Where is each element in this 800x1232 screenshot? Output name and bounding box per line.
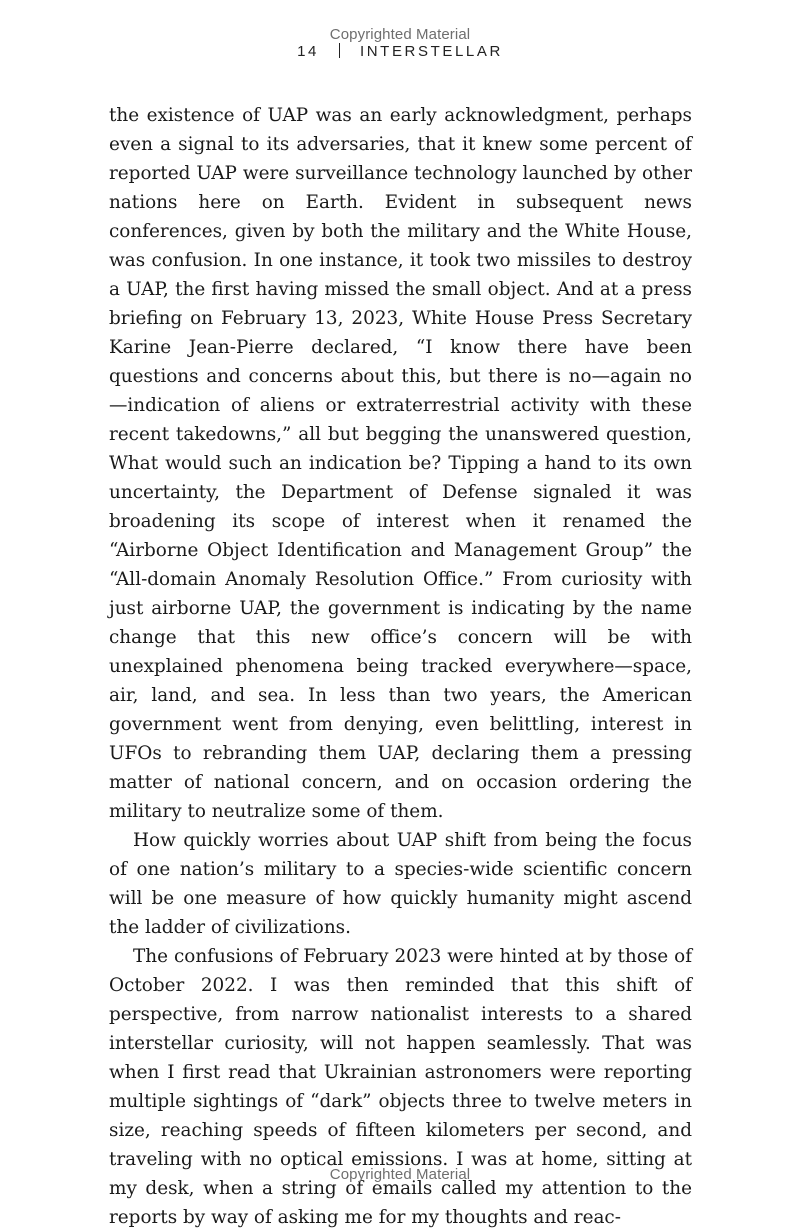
running-header — [0, 43, 800, 60]
header-separator — [339, 43, 340, 58]
paragraph: How quickly worries about UAP shift from being the focus of one nation’s military to a species-wide scientific concern will be one measure of how quickly humanity might ascend the ladder of civilizations. — [109, 830, 692, 938]
book-title: INTERSTELLAR — [359, 43, 503, 60]
paragraph: The confusions of February 2023 were hinted at by those of October 2022. I was then reminded that this shift of perspective, from narrow nationalist interests to a shared interstellar curiosity, will not happen seamlessly. That was when I first read that Ukrainian astronomers were reporting multiple sightings of “dark” objects three to twelve meters in size, reaching speeds of fifteen kilometers per second, and traveling with no optical emissions. I was at home, sitting at my desk, when a string of emails called my attention to the reports by way of asking me for my thoughts and reac- — [109, 946, 692, 1228]
paragraph-continued: the existence of UAP was an early acknowledgment, perhaps even a signal to its adversaries, that it knew some percent of reported UAP were surveillance technology launched by other nations here on Earth. Evident in subsequent news conferences, given by both the military and the White House, was confusion. In one instance, it took two missiles to destroy a UAP, the first having missed the small object. And at a press briefing on February 13, 2023, White House Press Secretary Karine Jean-Pierre declared, “I know there have been questions and concerns about this, but there is no—again no—indication of aliens or extraterrestrial activity with these recent takedowns,” all but begging the unanswered question, What would such an indication be? Tipping a hand to its own uncertainty, the Department of Defense signaled it was broadening its scope of interest when it renamed the “Airborne Object Identification and Management Group” the “All-domain Anomaly Resolution Office.” From curiosity with just airborne UAP, the government is indicating by the name change that this new office’s concern will be with unexplained phenomena being tracked everywhere—space, air, land, and sea. In less than two years, the American government went from denying, even belittling, interest in UFOs to rebranding them UAP, declaring them a pressing matter of national concern, and on occasion ordering the military to neutralize some of them. — [109, 105, 692, 822]
body-text — [109, 101, 692, 1232]
copyright-watermark-top: Copyrighted Material — [329, 26, 471, 43]
page-number: 14 — [297, 43, 319, 60]
copyright-watermark-bottom: Copyrighted Material — [329, 1166, 471, 1183]
